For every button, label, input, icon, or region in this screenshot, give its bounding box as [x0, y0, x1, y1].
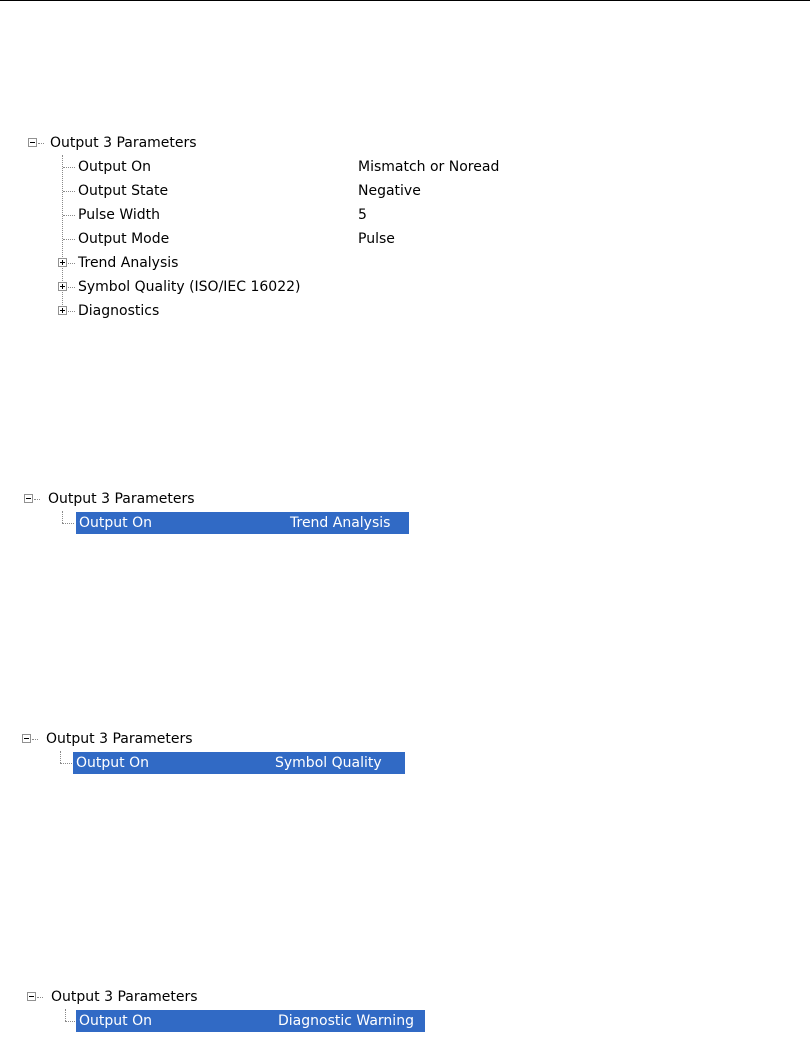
tree-root-label: Output 3 Parameters: [50, 135, 197, 151]
expand-icon[interactable]: [58, 282, 67, 291]
tree-connector: [38, 143, 44, 144]
tree-root-row[interactable]: [27, 985, 427, 1009]
collapse-icon[interactable]: [27, 992, 36, 1001]
tree-root-label: Output 3 Parameters: [46, 731, 193, 747]
tree-connector: [63, 215, 75, 216]
tree-item-value[interactable]: Symbol Quality: [275, 755, 382, 771]
tree-item-label: Output On: [78, 159, 151, 175]
expand-icon[interactable]: [58, 258, 67, 267]
tree-item-value[interactable]: Pulse: [358, 231, 395, 247]
tree-item-value[interactable]: Trend Analysis: [290, 515, 391, 531]
selected-tree-item-output-on[interactable]: [76, 1010, 425, 1032]
tree-connector: [63, 167, 75, 168]
output3-parameters-tree-trend: [24, 487, 424, 531]
tree-root-row[interactable]: [28, 131, 548, 155]
tree-item-label: Symbol Quality (ISO/IEC 16022): [78, 279, 301, 295]
tree-item-value[interactable]: 5: [358, 207, 367, 223]
output3-parameters-tree-symbol-quality: [22, 727, 422, 771]
tree-item-value[interactable]: Negative: [358, 183, 421, 199]
tree-connector: [62, 511, 63, 523]
tree-item-label: Output Mode: [78, 231, 170, 247]
tree-item-symbol-quality[interactable]: [28, 275, 548, 299]
tree-connector: [62, 523, 74, 524]
page-top-rule: [0, 0, 810, 1]
collapse-icon[interactable]: [28, 138, 37, 147]
selected-tree-item-output-on[interactable]: [73, 752, 405, 774]
tree-root-label: Output 3 Parameters: [51, 989, 198, 1005]
tree-item-label: Pulse Width: [78, 207, 160, 223]
tree-connector: [34, 499, 40, 500]
tree-item-label: Output On: [76, 755, 149, 771]
tree-connector: [68, 311, 75, 312]
tree-item-trend-analysis[interactable]: [28, 251, 548, 275]
selected-tree-item-output-on[interactable]: [76, 512, 409, 534]
collapse-icon[interactable]: [24, 494, 33, 503]
tree-item-label: Output On: [79, 1013, 152, 1029]
tree-connector: [32, 739, 38, 740]
tree-item-output-mode[interactable]: [28, 227, 548, 251]
output3-parameters-tree-full: [28, 131, 548, 323]
tree-root-row[interactable]: [24, 487, 424, 511]
tree-item-diagnostics[interactable]: [28, 299, 548, 323]
tree-item-value[interactable]: Mismatch or Noread: [358, 159, 500, 175]
output3-parameters-tree-diagnostics: [27, 985, 427, 1029]
tree-item-label: Output State: [78, 183, 169, 199]
collapse-icon[interactable]: [22, 734, 31, 743]
tree-connector: [68, 287, 75, 288]
tree-connector: [60, 751, 61, 763]
expand-icon[interactable]: [58, 306, 67, 315]
tree-item-output-on[interactable]: [28, 155, 548, 179]
tree-item-value[interactable]: Diagnostic Warning: [278, 1013, 414, 1029]
tree-item-pulse-width[interactable]: [28, 203, 548, 227]
tree-connector: [63, 239, 75, 240]
tree-item-output-state[interactable]: [28, 179, 548, 203]
tree-item-label: Trend Analysis: [78, 255, 179, 271]
tree-item-label: Output On: [79, 515, 152, 531]
tree-connector: [68, 263, 75, 264]
tree-root-row[interactable]: [22, 727, 422, 751]
tree-connector: [37, 997, 43, 998]
tree-connector: [63, 191, 75, 192]
tree-connector: [60, 763, 72, 764]
tree-root-label: Output 3 Parameters: [48, 491, 195, 507]
tree-connector: [65, 1009, 66, 1021]
tree-item-label: Diagnostics: [78, 303, 160, 319]
